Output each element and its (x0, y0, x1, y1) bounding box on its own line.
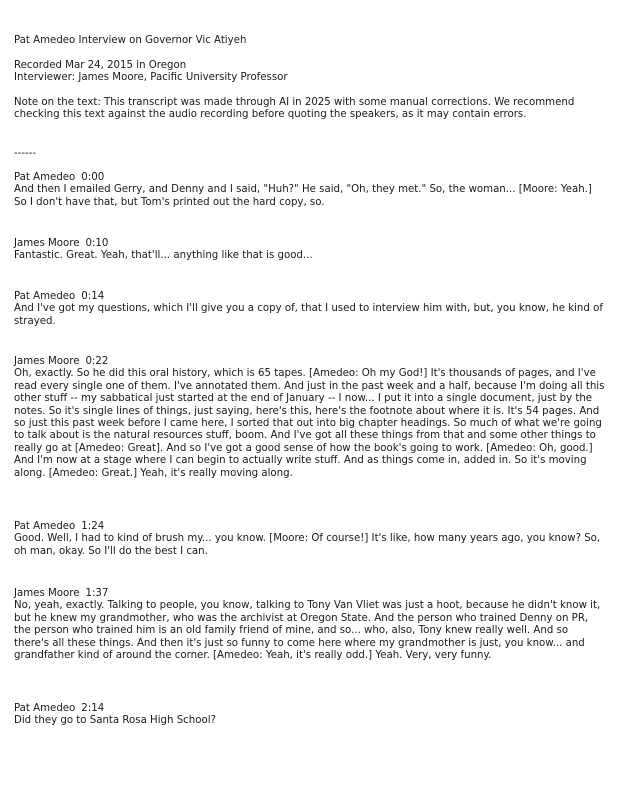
speaker-line (14, 291, 606, 303)
recording-info (14, 60, 288, 85)
transcript-entry (14, 238, 606, 263)
speaker-name: Pat Amedeo (14, 521, 76, 532)
speaker-line (14, 238, 606, 250)
speaker-name: James Moore (14, 238, 80, 249)
timestamp: 0:14 (81, 291, 105, 302)
transcript-entry (14, 172, 606, 209)
entry-text: And I've got my questions, which I'll give you a copy of, that I used to interview him with, but, you know, he kind of strayed. (14, 303, 603, 327)
section-divider: ------ (14, 148, 37, 159)
timestamp: 2:14 (81, 703, 105, 714)
timestamp: 1:24 (81, 521, 105, 532)
entry-text: No, yeah, exactly. Talking to people, you know, talking to Tony Van Vliet was just a hoot, because he didn't know it, but he knew my grandmother, who was the archivist at Oregon State. And the person who trained Denny on PR, the person who trained him is an old family friend of mine, and so... who, also, Tony knew really well. And so there's all these things. And then it's just so funny to come here where my grandmother is just, you know... and grandfather kind of around the corner. [Amedeo: Yeah, it's really odd.] Yeah. Very, very funny. (14, 600, 601, 662)
entry-text: Good. Well, I had to kind of brush my... you know. [Moore: Of course!] It's like, how many years ago, you know? So, oh man, okay. So I'll do the best I can. (14, 533, 601, 557)
speaker-name: Pat Amedeo (14, 172, 76, 183)
speaker-line (14, 703, 606, 715)
entry-text: Did they go to Santa Rosa High School? (14, 715, 216, 727)
transcript-entry (14, 291, 606, 328)
timestamp: 0:00 (81, 172, 105, 183)
transcript-entry (14, 521, 606, 558)
interviewer-line: Interviewer: James Moore, Pacific University Professor (14, 72, 288, 84)
transcript-entry (14, 356, 606, 480)
transcript-entry (14, 703, 606, 728)
speaker-line (14, 356, 606, 368)
recorded-line: Recorded Mar 24, 2015 in Oregon (14, 60, 187, 71)
timestamp: 0:10 (85, 238, 109, 249)
speaker-line (14, 521, 606, 533)
speaker-line (14, 588, 606, 600)
speaker-name: James Moore (14, 356, 80, 367)
entry-text: And then I emailed Gerry, and Denny and I said, "Huh?" He said, "Oh, they met." So, the woman... [Moore: Yeah.] So I don't have that, but Tom's printed out the hard copy, so. (14, 184, 592, 208)
transcript-entry (14, 588, 606, 662)
speaker-line (14, 172, 606, 184)
timestamp: 1:37 (85, 588, 109, 599)
speaker-name: James Moore (14, 588, 80, 599)
text-note: Note on the text: This transcript was made through AI in 2025 with some manual corrections. We recommend checking this text against the audio recording before quoting the speakers, as it may contain errors. (14, 97, 575, 121)
entry-text: Fantastic. Great. Yeah, that'll... anything like that is good... (14, 250, 313, 262)
speaker-name: Pat Amedeo (14, 291, 76, 302)
document-title: Pat Amedeo Interview on Governor Vic Atiyeh (14, 35, 247, 46)
speaker-name: Pat Amedeo (14, 703, 76, 714)
entry-text: Oh, exactly. So he did this oral history, which is 65 tapes. [Amedeo: Oh my God!] It's thousands of pages, and I've read every single one of them. I've annotated them. And just in the past week and a half, because I'm doing all this other stuff -- my sabbatical just started at the end of January -- I now... I put it into a single document, just by the notes. So it's single lines of things, just saying, here's this, here's the footnote about where it is. It's 54 pages. And so just this past week before I came here, I sorted that out into big chapter headings. So much of what we're going to talk about is the natural resources stuff, boom. And I've got all these things from that and some other things to really go at [Amedeo: Great]. And so I've got a good sense of how the book's going to work. [Amedeo: Oh, good.] And I'm now at a stage where I can begin to actually write stuff. And as things come in, added in. So it's moving along. [Amedeo: Great.] Yeah, it's really moving along. (14, 368, 605, 479)
timestamp: 0:22 (85, 356, 109, 367)
